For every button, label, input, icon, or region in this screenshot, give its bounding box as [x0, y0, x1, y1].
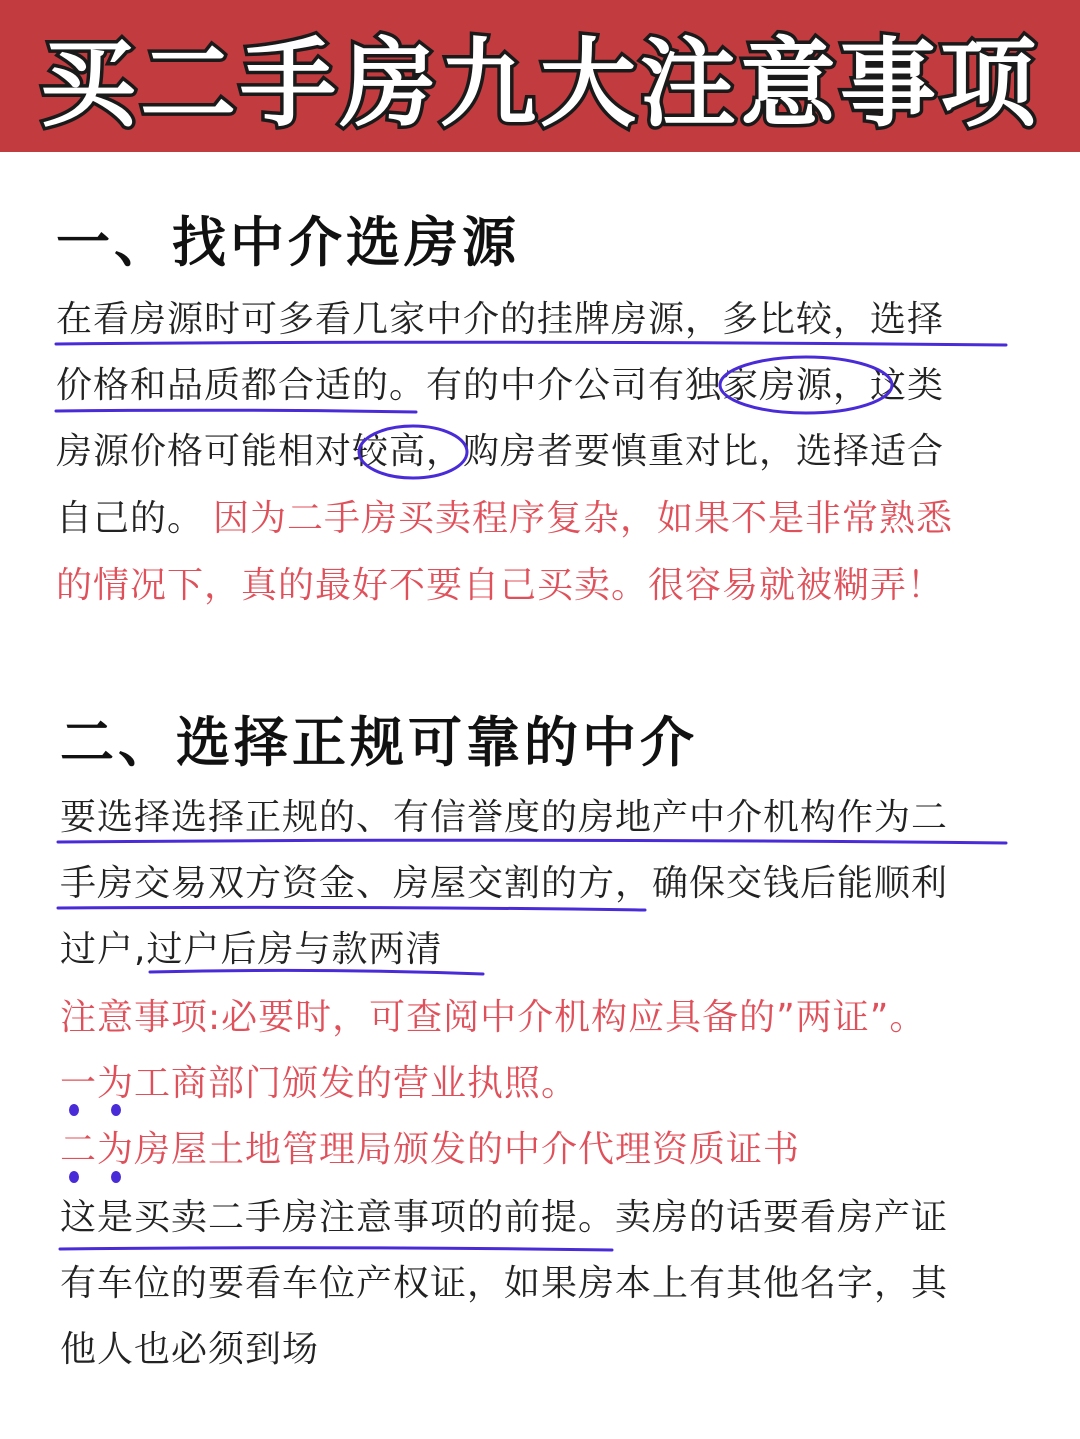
section-1-line: 房源价格可能相对较高，购房者要慎重对比，选择适合 — [56, 431, 945, 472]
section-2-line: 过户,过户后房与款两清 — [60, 929, 443, 970]
section-2-line: 手房交易双方资金、房屋交割的方，确保交钱后能顺利 — [60, 863, 949, 904]
section-1-warning: 因为二手房买卖程序复杂，如果不是非常熟悉 — [213, 498, 954, 539]
section-2-note: 一为工商部门颁发的营业执照。 — [60, 1063, 579, 1104]
emphasis-dot — [111, 1171, 121, 1183]
section-2-line: 这是买卖二手房注意事项的前提。卖房的话要看房产证 — [60, 1197, 949, 1238]
section-1-warning: 的情况下，真的最好不要自己买卖。很容易就被糊弄！ — [56, 565, 945, 606]
section-1-heading: 一、找中介选房源 — [56, 211, 520, 274]
underline-stroke — [60, 1248, 612, 1250]
emphasis-dot — [69, 1171, 79, 1183]
section-2-line: 他人也必须到场 — [60, 1329, 320, 1370]
page-title: 买二手房九大注意事项 — [40, 27, 1040, 140]
section-2-note: 注意事项:必要时，可查阅中介机构应具备的”两证”。 — [60, 997, 927, 1038]
section-2-note: 二为房屋土地管理局颁发的中介代理资质证书 — [60, 1129, 801, 1170]
section-2-line: 要选择选择正规的、有信誉度的房地产中介机构作为二 — [60, 797, 949, 838]
underline-stroke — [58, 907, 645, 910]
section-2-heading: 二、选择正规可靠的中介 — [60, 711, 698, 774]
underline-stroke — [58, 840, 1006, 843]
section-1-line: 价格和品质都合适的。有的中介公司有独家房源，这类 — [56, 365, 945, 406]
section-1-line: 自己的。 — [56, 498, 205, 539]
underline-stroke — [56, 410, 416, 412]
underline-stroke — [56, 342, 1006, 345]
section-2-line: 有车位的要看车位产权证，如果房本上有其他名字，其 — [60, 1263, 949, 1304]
section-1-line: 在看房源时可多看几家中介的挂牌房源，多比较，选择 — [56, 299, 945, 340]
